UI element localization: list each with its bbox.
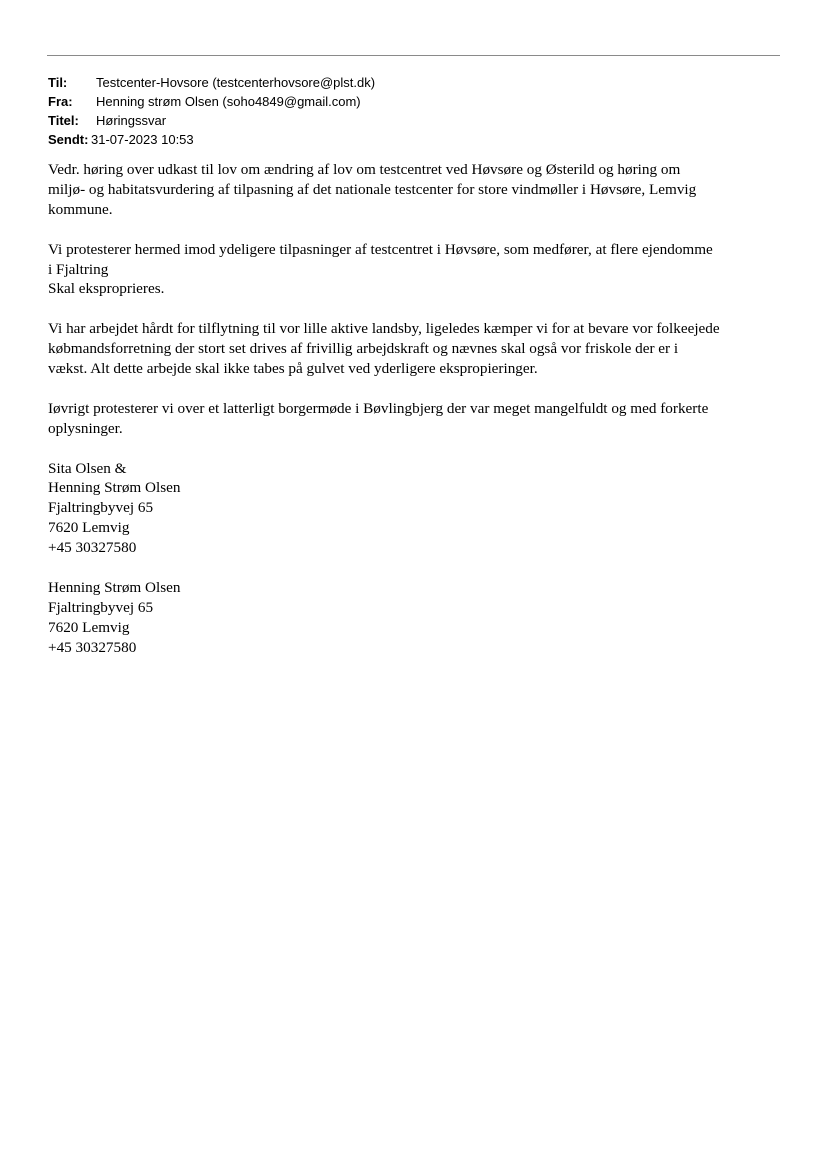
body-line: Vi protesterer hermed imod ydeligere tilpasninger af testcentret i Høvsøre, som medfører, at flere ejendomme [48,240,713,258]
subject-value: Høringssvar [96,113,167,128]
signature-block-1 [48,459,786,559]
signature-line: 7620 Lemvig [48,618,130,636]
body-line: vækst. Alt dette arbejde skal ikke tabes på gulvet ved yderligere ekspropieringer. [48,360,538,378]
header-row-subject [48,111,375,130]
header-divider [47,55,780,56]
signature-line: Henning Strøm Olsen [48,578,181,596]
email-body [48,160,786,677]
signature-line: +45 30327580 [48,638,137,656]
paragraph-subject-reference [48,160,786,220]
signature-line: Fjaltringbyvej 65 [48,499,154,517]
sent-label: Sendt: [48,132,89,147]
signature-block-2 [48,578,786,658]
paragraph-protest [48,240,786,300]
paragraph-town-meeting [48,399,786,439]
signature-line: Henning Strøm Olsen [48,479,181,497]
body-line: Skal eksproprieres. [48,280,165,298]
signature-line: +45 30327580 [48,539,137,557]
sent-value: 31-07-2023 10:53 [91,132,194,147]
subject-label: Titel: [48,113,79,128]
to-value: Testcenter-Hovsore (testcenterhovsore@plst.dk) [96,75,376,90]
body-line: oplysninger. [48,419,123,437]
header-row-to [48,73,375,92]
body-line: Vi har arbejdet hårdt for tilflytning til vor lille aktive landsby, ligeledes kæmper vi for at bevare vor folkeejede [48,320,720,338]
body-line: Iøvrigt protesterer vi over et latterligt borgermøde i Bøvlingbjerg der var meget mangelfuldt og med forkerte [48,399,709,417]
body-line: miljø- og habitatsvurdering af tilpasning af det nationale testcenter for store vindmøller i Høvsøre, Lemvig [48,180,697,198]
header-row-sent [48,130,375,149]
from-value: Henning strøm Olsen (soho4849@gmail.com) [96,94,361,109]
body-line: kommune. [48,200,113,218]
from-label: Fra: [48,94,73,109]
signature-line: Sita Olsen & [48,459,127,477]
signature-line: 7620 Lemvig [48,519,130,537]
header-row-from [48,92,375,111]
signature-line: Fjaltringbyvej 65 [48,598,154,616]
email-header [48,73,375,149]
to-label: Til: [48,75,68,90]
body-line: Vedr. høring over udkast til lov om ændring af lov om testcentret ved Høvsøre og Østerild og høring om [48,161,681,178]
paragraph-village [48,319,786,379]
body-line: i Fjaltring [48,260,109,278]
body-line: købmandsforretning der stort set drives af frivillig arbejdskraft og nævnes skal også vor friskole der er i [48,340,679,358]
